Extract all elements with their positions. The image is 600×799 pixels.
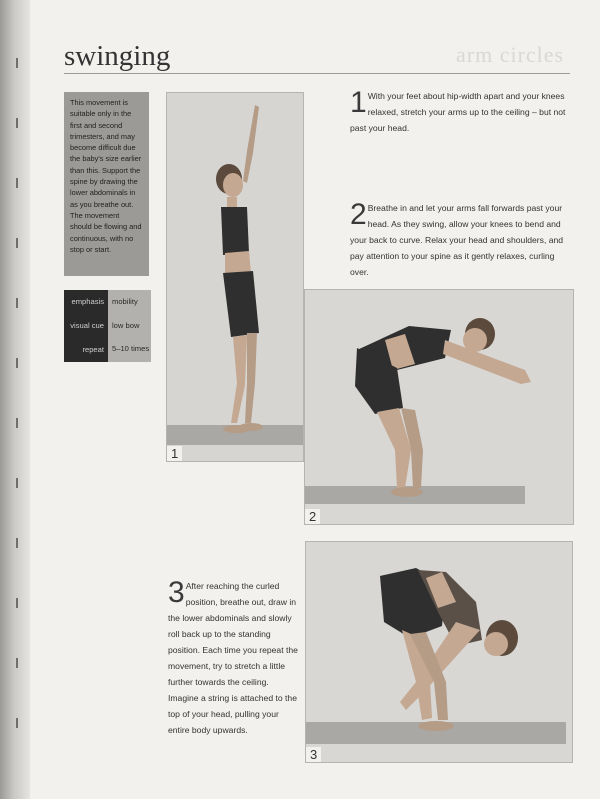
photo-label-2: 2 bbox=[305, 509, 320, 524]
sidebar-note: This movement is suitable only in the first and second trimesters, and may become difficult due the baby's size earlier than this. Support the spine by drawing the lower abdominals in as you breathe out. The movement should be flowing and continuous, with no stop or start. bbox=[64, 92, 149, 276]
cue-table bbox=[64, 290, 151, 362]
step-1 bbox=[350, 88, 568, 136]
photo-curled bbox=[305, 541, 573, 763]
cue-value-repeat: 5–10 times bbox=[108, 338, 151, 362]
title-rule bbox=[64, 73, 570, 74]
step-text: With your feet about hip-width apart and your knees relaxed, stretch your arms up to the ceiling – but not past your head. bbox=[350, 91, 566, 133]
cue-key-visual: visual cue bbox=[64, 314, 108, 338]
step-text: After reaching the curled position, breathe out, draw in the lower abdominals and slowly roll back up to the standing position. Each time you repeat the movement, try to stretch a little further towards the ceiling. Imagine a string is attached to the top of your head, pulling your entire body upwards. bbox=[168, 581, 298, 735]
photo-standing bbox=[166, 92, 304, 462]
step-number: 1 bbox=[350, 86, 367, 119]
cue-key-emphasis: emphasis bbox=[64, 290, 108, 314]
step-text: Breathe in and let your arms fall forwards past your head. As they swing, allow your knees to bend and your back to curve. Relax your head and shoulders, and pay attention to your spine as it gently relaxes, curling over. bbox=[350, 203, 564, 277]
photo-label-3: 3 bbox=[306, 747, 321, 762]
step-number: 2 bbox=[350, 198, 367, 231]
step-number: 3 bbox=[168, 576, 185, 609]
photo-bending bbox=[304, 289, 574, 525]
page-title: swinging bbox=[64, 40, 171, 72]
cue-value-visual: low bow bbox=[108, 314, 151, 338]
book-gutter bbox=[0, 0, 30, 799]
step-2 bbox=[350, 200, 568, 280]
cue-value-emphasis: mobility bbox=[108, 290, 151, 314]
step-3 bbox=[168, 578, 298, 738]
photo-label-1: 1 bbox=[167, 446, 182, 461]
cue-key-repeat: repeat bbox=[64, 338, 108, 362]
show-through-title: arm circles bbox=[456, 42, 565, 67]
